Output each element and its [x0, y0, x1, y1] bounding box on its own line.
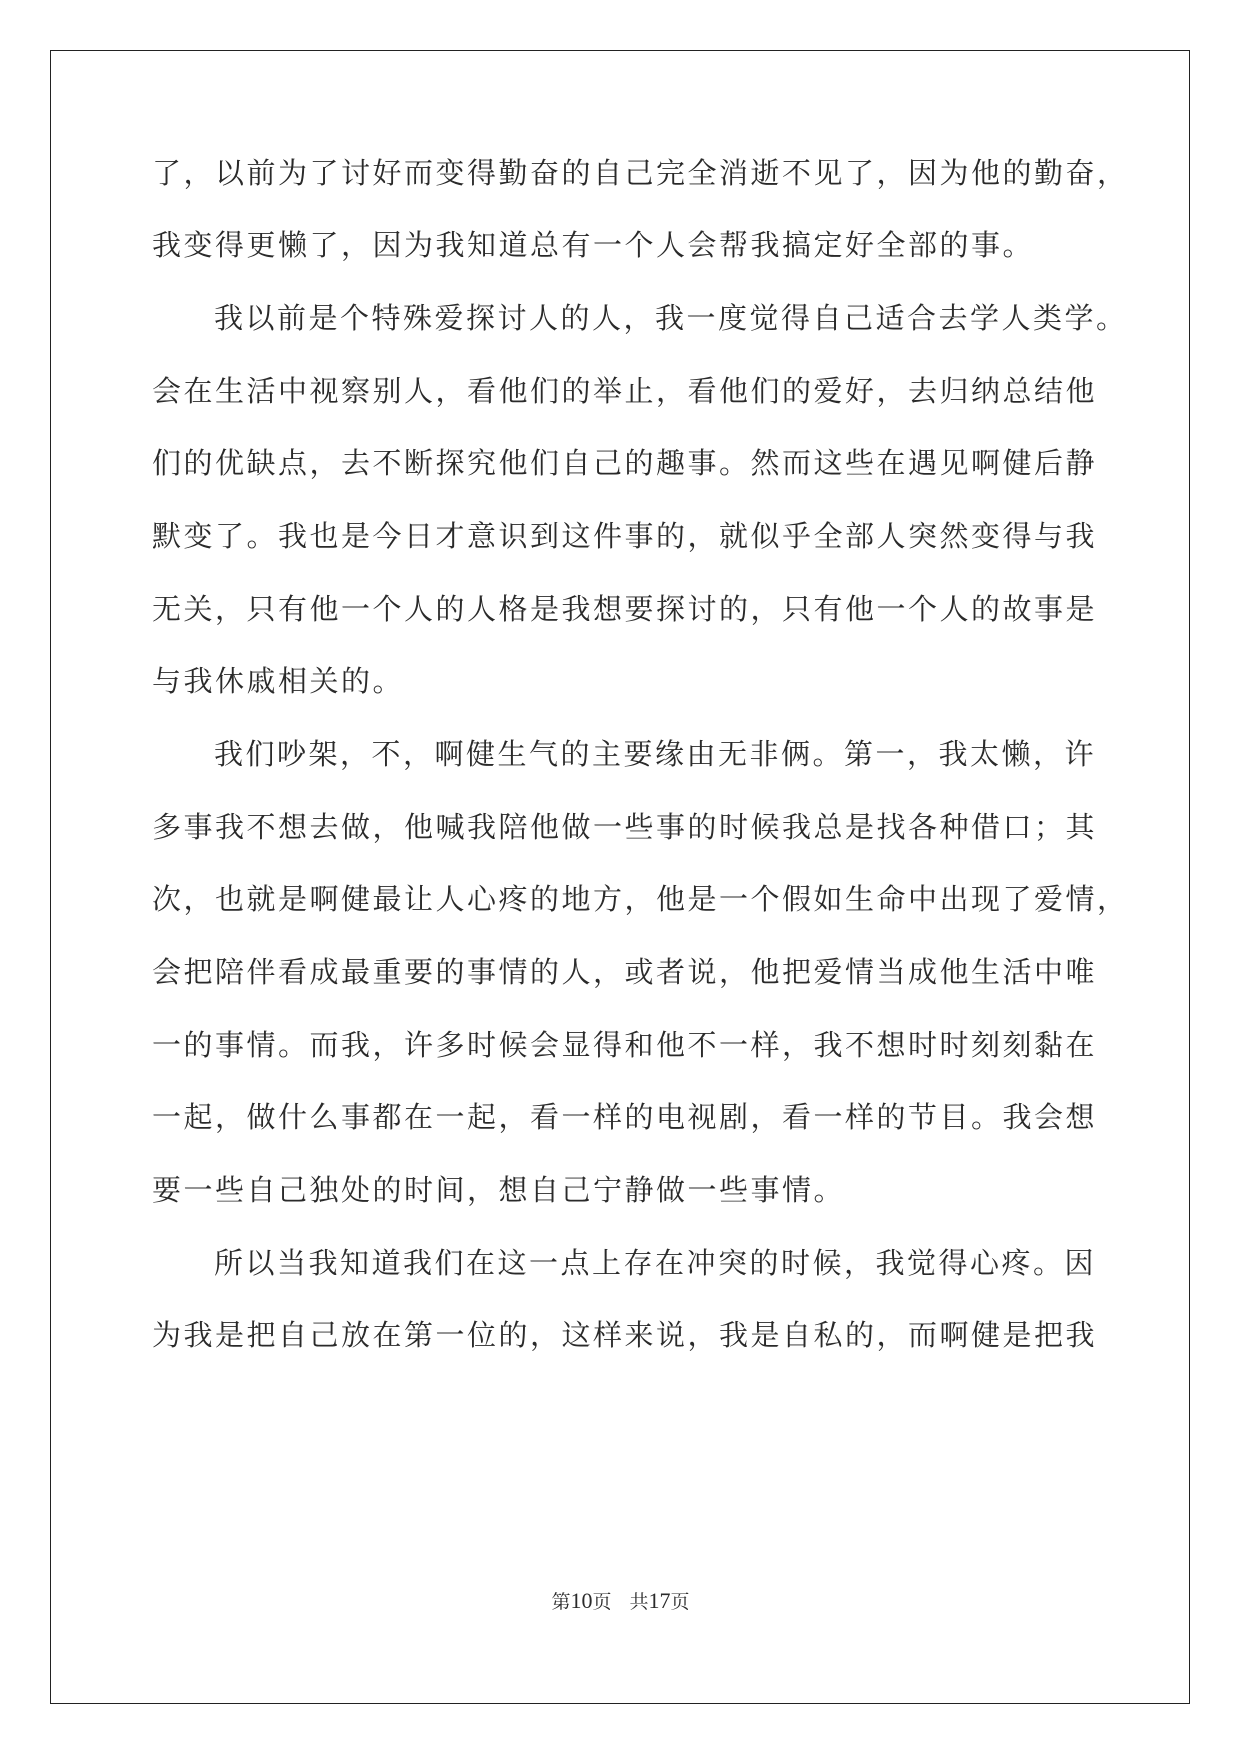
- body-line: 一起，做什么事都在一起，看一样的电视剧，看一样的节目。我会想: [152, 1100, 1098, 1134]
- page-suffix: 页: [592, 1591, 612, 1613]
- body-line: 我变得更懒了，因为我知道总有一个人会帮我搞定好全部的事。: [152, 228, 1035, 262]
- current-page-number: 10: [570, 1588, 593, 1613]
- body-line: 与我休戚相关的。: [152, 664, 405, 698]
- body-line: 了，以前为了讨好而变得勤奋的自己完全消逝不见了，因为他的勤奋，: [152, 156, 1129, 190]
- total-suffix: 页: [670, 1591, 690, 1613]
- body-line: 多事我不想去做，他喊我陪他做一些事的时候我总是找各种借口；其: [152, 810, 1098, 844]
- paragraph-first-line: 我以前是个特殊爱探讨人的人，我一度觉得自己适合去学人类学。: [214, 301, 1128, 335]
- body-line: 会在生活中视察别人，看他们的举止，看他们的爱好，去归纳总结他: [152, 374, 1098, 408]
- total-prefix: 共: [629, 1591, 649, 1613]
- body-line: 无关，只有他一个人的人格是我想要探讨的，只有他一个人的故事是: [152, 592, 1098, 626]
- body-line: 为我是把自己放在第一位的，这样来说，我是自私的，而啊健是把我: [152, 1318, 1098, 1352]
- total-pages-number: 17: [648, 1588, 671, 1613]
- page-prefix: 第: [551, 1591, 571, 1613]
- page-footer: [0, 1589, 1241, 1614]
- body-line: 要一些自己独处的时间，想自己宁静做一些事情。: [152, 1173, 846, 1207]
- body-line: 次，也就是啊健最让人心疼的地方，他是一个假如生命中出现了爱情，: [152, 882, 1129, 916]
- body-line: 们的优缺点，去不断探究他们自己的趣事。然而这些在遇见啊健后静: [152, 446, 1098, 480]
- body-line: 一的事情。而我，许多时候会显得和他不一样，我不想时时刻刻黏在: [152, 1028, 1098, 1062]
- body-line: 默变了。我也是今日才意识到这件事的，就似乎全部人突然变得与我: [152, 519, 1098, 553]
- paragraph-first-line: 我们吵架，不，啊健生气的主要缘由无非俩。第一，我太懒，许: [214, 737, 1097, 771]
- page-border: [50, 50, 1190, 1704]
- paragraph-first-line: 所以当我知道我们在这一点上存在冲突的时候，我觉得心疼。因: [214, 1246, 1097, 1280]
- body-line: 会把陪伴看成最重要的事情的人，或者说，他把爱情当成他生活中唯: [152, 955, 1098, 989]
